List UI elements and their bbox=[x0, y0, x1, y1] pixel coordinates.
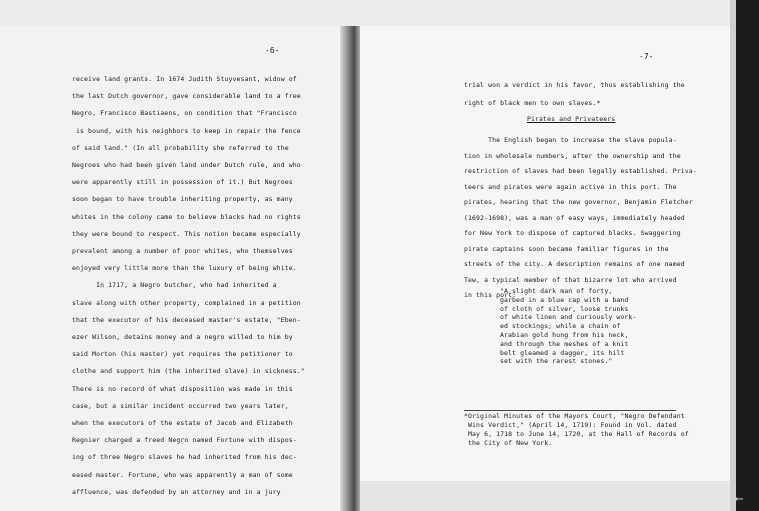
text-line: There is no record of what disposition was made in this bbox=[72, 384, 293, 393]
footnote-line: the City of New York. bbox=[464, 439, 553, 447]
text-line: prevalent among a number of poor whites, who themselves bbox=[72, 247, 293, 255]
text-line: enjoyed very little more than the luxury of being white. bbox=[72, 264, 297, 273]
book-gutter bbox=[340, 26, 360, 511]
text-line: streets of the city. A description remains of one named bbox=[464, 260, 685, 268]
text-line: pirates, hearing that the new governor, Benjamin Fletcher bbox=[464, 198, 693, 206]
text-line: case, but a similar incident occurred two years later, bbox=[72, 401, 289, 410]
text-line: ezer Wilson, detains money and a negro willed to him by bbox=[72, 333, 293, 341]
scanner-background bbox=[360, 481, 730, 511]
text-line: the last Dutch governor, gave considerable land to a free bbox=[72, 92, 301, 101]
text-line: trial won a verdict in his favor, thus establishing the bbox=[464, 81, 685, 89]
footnote-line: Wins Verdict," (April 14, 1719): Found in Vol. dated bbox=[464, 421, 677, 429]
section-heading: Pirates and Privateers bbox=[527, 115, 616, 123]
text-line: right of black men to own slaves.* bbox=[464, 98, 601, 107]
text-line: for New York to dispose of captured blacks. Swaggering bbox=[464, 229, 681, 237]
text-line: were apparently still in possession of it.) But Negroes bbox=[72, 178, 293, 187]
text-line: is bound, with his neighbors to keep in repair the fence bbox=[72, 126, 301, 135]
quote-line: belt gleamed a dagger, its hilt bbox=[500, 348, 625, 357]
text-line: (1692-1698), was a man of easy ways, immediately headed bbox=[464, 213, 685, 222]
quote-line: Arabian gold hung from his neck, bbox=[500, 331, 629, 339]
left-page bbox=[0, 26, 340, 511]
footnote-line: May 6, 1718 to June 14, 1720, at the Hall of Records of bbox=[464, 430, 689, 438]
text-line: in this port: bbox=[464, 291, 517, 299]
text-line: pirate captains soon became familiar figures in the bbox=[464, 244, 669, 253]
text-line: when the executors of the estate of Jacob and Elizabeth bbox=[72, 419, 293, 427]
text-line: they were bound to respect. This notion became especially bbox=[72, 229, 301, 238]
quote-line: set with the rarest stones." bbox=[500, 357, 613, 366]
text-line: said Morton (his master) yet requires the petitioner to bbox=[72, 350, 293, 359]
quote-line: of cloth of silver, loose trunks bbox=[500, 304, 629, 313]
text-line: of said land." (In all probability she referred to the bbox=[72, 143, 289, 152]
text-line: Regnier charged a freed Negro named Fortune with dispos- bbox=[72, 436, 297, 445]
text-line: The English began to increase the slave popula- bbox=[464, 136, 677, 144]
scanner-background bbox=[0, 0, 759, 26]
footnote-line: *Original Minutes of the Mayors Court, "Negro Defendant bbox=[464, 412, 685, 420]
text-line: eased master. Fortune, who was apparently a man of some bbox=[72, 470, 293, 479]
text-line: that the executor of his deceased master's estate, "Eben- bbox=[72, 315, 301, 324]
arrow-icon: ⟵ bbox=[736, 492, 743, 505]
text-line: receive land grants. In 1674 Judith Stuyvesant, widow of bbox=[72, 75, 297, 83]
text-line: affluence, was defended by an attorney and in a jury bbox=[72, 487, 281, 496]
text-line: slave along with other property, complained in a petition bbox=[72, 298, 301, 307]
quote-line: of white linen and curiously work- bbox=[500, 313, 637, 322]
text-line: restriction of slaves had been legally established. Priva- bbox=[464, 167, 697, 175]
quote-line: ed stockings; while a chain of bbox=[500, 322, 621, 331]
text-line: Tew, a typical member of that bizarre lot who arrived bbox=[464, 275, 677, 284]
text-line: Negroes who had been given land under Dutch rule, and who bbox=[72, 161, 301, 169]
text-line: soon began to have trouble inheriting property, as many bbox=[72, 195, 293, 204]
text-line: whites in the colony came to believe blacks had no rights bbox=[72, 212, 301, 221]
footnote-divider bbox=[464, 410, 676, 411]
scanner-edge bbox=[730, 0, 759, 511]
quote-line: and through the meshes of a knit bbox=[500, 339, 629, 348]
quote-line: garbed in a blue cap with a band bbox=[500, 295, 629, 304]
text-line: teers and pirates were again active in this port. The bbox=[464, 182, 677, 191]
quote-line: "A slight dark man of forty, bbox=[500, 287, 613, 295]
text-line: ing of three Negro slaves he had inherited from his dec- bbox=[72, 453, 297, 462]
text-line: Negro, Francisco Bastiaens, on condition that "Francisco bbox=[72, 109, 297, 118]
text-line: In 1717, a Negro butcher, who had inherited a bbox=[72, 281, 277, 290]
page-number: -7- bbox=[639, 52, 654, 61]
text-line: clothe and support him (the inherited slave) in sickness." bbox=[72, 367, 305, 376]
page-number: -6- bbox=[265, 46, 280, 55]
right-page bbox=[360, 26, 730, 481]
text-line: tion in wholesale numbers, after the ownership and the bbox=[464, 151, 681, 160]
